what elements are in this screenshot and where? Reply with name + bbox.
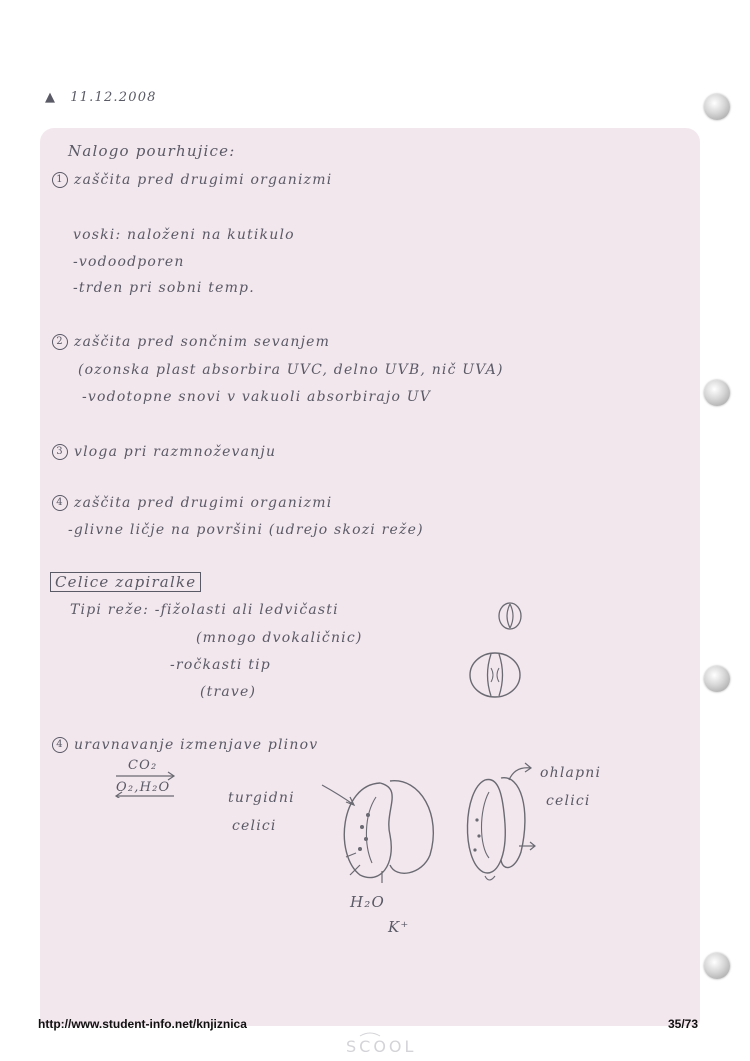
label-h2o: H₂O (350, 893, 385, 911)
item-number-circle: 2 (52, 334, 68, 350)
binder-hole-lower-middle (704, 666, 730, 692)
voski-sub-2: -trden pri sobni temp. (73, 280, 255, 296)
item-4 (52, 495, 332, 511)
types-sub-1: (mnogo dvokaličnic) (196, 630, 363, 646)
turgid-guard-cells-sketch (320, 775, 450, 890)
flaccid-guard-cells-sketch (455, 760, 545, 890)
item-number-circle: 1 (52, 172, 68, 188)
types-sub-2: -ročkasti tip (170, 657, 271, 673)
item-1-title: zaščita pred drugimi organizmi (74, 172, 333, 188)
item-5-title: uravnavanje izmenjave plinov (74, 737, 319, 753)
types-sub-3: (trave) (200, 684, 257, 700)
item-3-title: vloga pri razmnoževanju (74, 444, 277, 460)
dumbbell-stoma-sketch (464, 648, 526, 702)
footer-url[interactable]: http://www.student-info.net/knjiznica (38, 1017, 247, 1031)
voski-line: voski: naloženi na kutikulo (73, 227, 295, 243)
formula-top: CO₂ (128, 758, 158, 773)
bean-stoma-sketch (490, 596, 530, 636)
item-4-title: zaščita pred drugimi organizmi (74, 495, 333, 511)
binder-hole-upper-middle (704, 380, 730, 406)
binder-hole-top (704, 94, 730, 120)
label-flaccid: ohlapni (540, 765, 602, 781)
label-flaccid-2: celici (546, 793, 591, 809)
date-text: 11.12.2008 (70, 90, 157, 105)
item-1 (52, 172, 332, 188)
section-title-text: Celice zapiralke (50, 572, 201, 592)
item-number-circle: 4 (52, 495, 68, 511)
item-2-title: zaščita pred sončnim sevanjem (74, 334, 331, 350)
formula-bottom: O₂,H₂O (116, 780, 171, 795)
binder-hole-bottom (704, 953, 730, 979)
item-2 (52, 334, 330, 350)
item-number-circle: 4 (52, 737, 68, 753)
voski-sub-1: -vodoodporen (73, 254, 185, 270)
section-title (50, 573, 201, 591)
item-2-line-1: (ozonska plast absorbira UVC, delno UVB, nič UVA) (78, 362, 504, 378)
footer-page-number: 35/73 (667, 1017, 698, 1031)
item-4-line: -glivne ličje na površini (udrejo skozi reže) (68, 522, 424, 538)
item-2-line-2: -vodotopne snovi v vakuoli absorbirajo UV (82, 389, 432, 405)
watermark-logo-icon (340, 1030, 430, 1056)
label-turgid-2: celici (232, 818, 277, 834)
heading: Nalogo pourhujice: (68, 142, 236, 160)
date-line: ▲ 11.12.2008 (45, 90, 157, 105)
svg-text:SCOOL: SCOOL (346, 1037, 417, 1056)
item-3 (52, 444, 276, 460)
types-line: Tipi reže: -fižolasti ali ledvičasti (70, 602, 339, 618)
item-number-circle: 3 (52, 444, 68, 460)
item-5 (52, 737, 318, 753)
label-k: K⁺ (388, 918, 410, 936)
label-turgid: turgidni (228, 790, 295, 806)
